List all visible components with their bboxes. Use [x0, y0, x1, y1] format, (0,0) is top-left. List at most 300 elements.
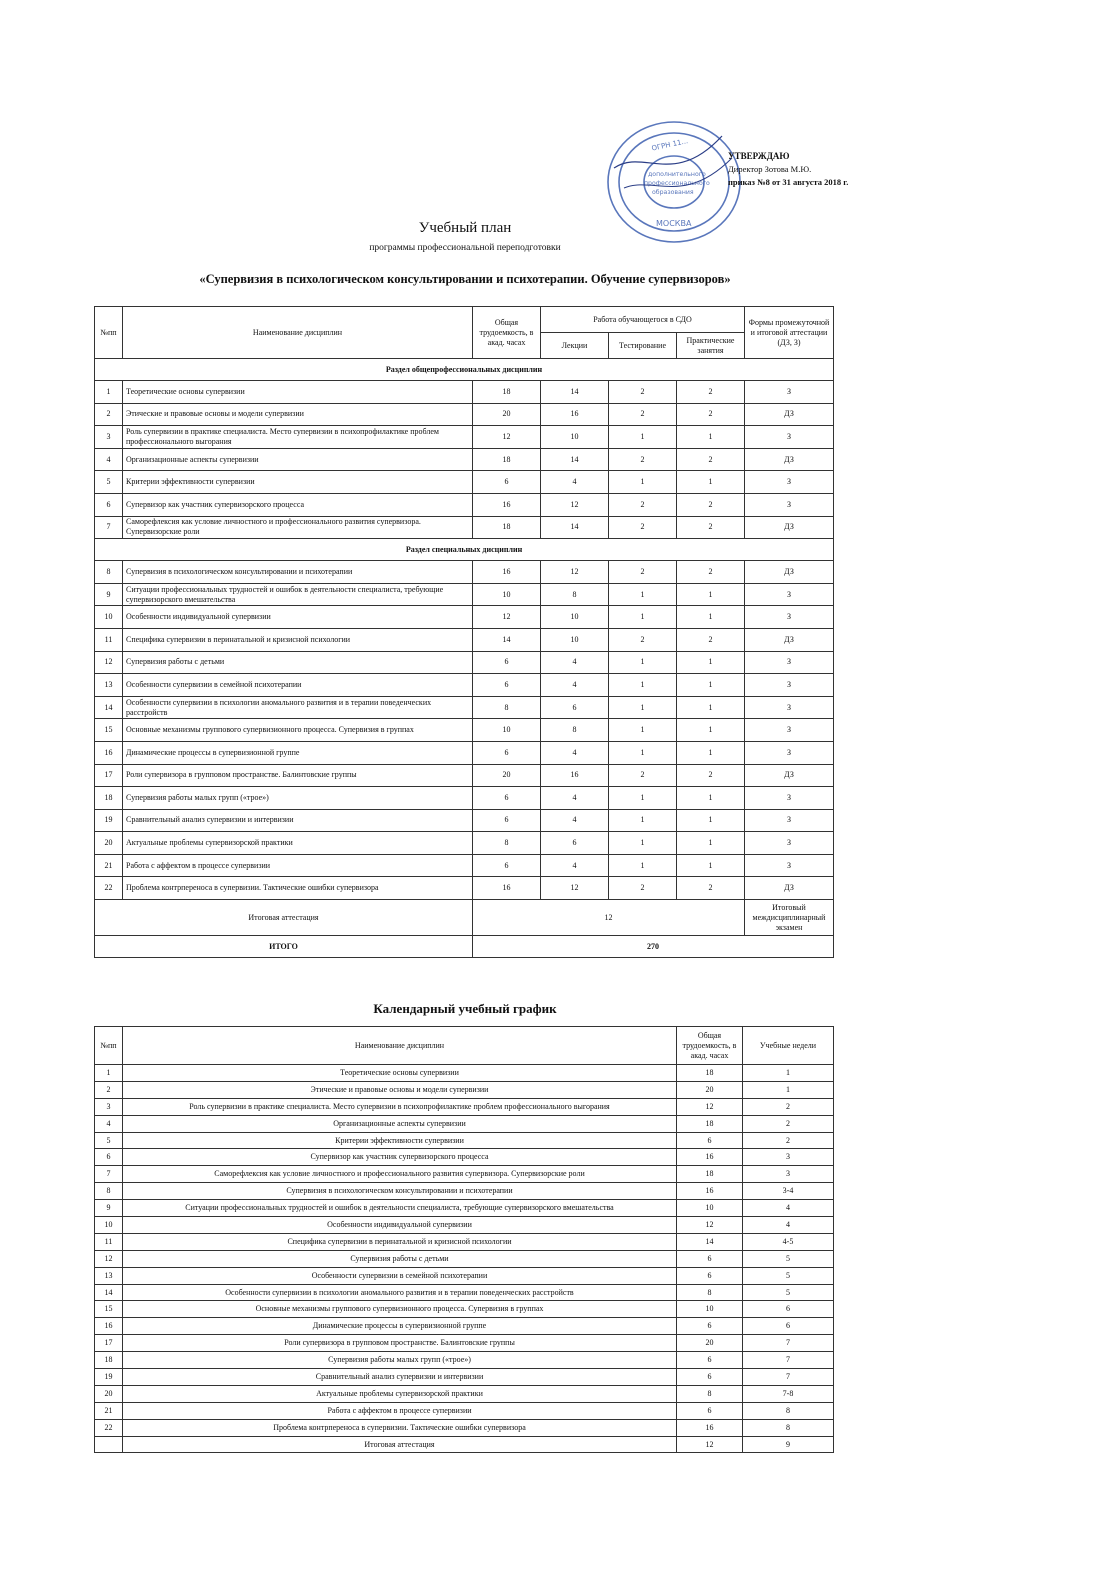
- table-row: [95, 832, 834, 855]
- cal-row-total-hours: 12: [677, 1436, 743, 1453]
- cal-row-total-hours: 16: [677, 1419, 743, 1436]
- table-row: [95, 719, 834, 742]
- cal-row-num: 16: [95, 1318, 123, 1335]
- cal-row-total-hours: 16: [677, 1183, 743, 1200]
- table-row: [95, 1419, 834, 1436]
- row-practice: 2: [677, 403, 745, 426]
- table-row: [95, 696, 834, 719]
- row-lectures: 12: [541, 877, 609, 900]
- approval-block: [728, 150, 848, 189]
- row-discipline-name: Этические и правовые основы и модели супервизии: [123, 403, 473, 426]
- row-discipline-name: Саморефлексия как условие личностного и профессионального развития супервизора. Супервизорские роли: [123, 516, 473, 539]
- cal-row-weeks: 7: [743, 1369, 834, 1386]
- table-row: [95, 764, 834, 787]
- row-total-hours: 6: [473, 674, 541, 697]
- cal-row-weeks: 4-5: [743, 1233, 834, 1250]
- row-lectures: 4: [541, 854, 609, 877]
- row-attestation-form: ДЗ: [745, 516, 834, 539]
- row-practice: 1: [677, 606, 745, 629]
- row-attestation-form: ДЗ: [745, 561, 834, 584]
- table-row: [95, 1267, 834, 1284]
- cal-row-discipline-name: Проблема контрпереноса в супервизии. Тактические ошибки супервизора: [123, 1419, 677, 1436]
- cal-row-discipline-name: Работа с аффектом в процессе супервизии: [123, 1402, 677, 1419]
- table-row: [95, 741, 834, 764]
- cal-row-num: 7: [95, 1166, 123, 1183]
- cal-row-num: 22: [95, 1419, 123, 1436]
- cal-row-weeks: 7: [743, 1352, 834, 1369]
- row-lectures: 6: [541, 696, 609, 719]
- table-row: [95, 1217, 834, 1234]
- plan-section2-rows: [95, 561, 834, 900]
- row-attestation-form: ДЗ: [745, 448, 834, 471]
- row-testing: 1: [609, 426, 677, 449]
- svg-text:дополнительного: дополнительного: [648, 171, 706, 178]
- row-num: 3: [95, 426, 123, 449]
- row-attestation-form: З: [745, 719, 834, 742]
- table-row: [95, 1132, 834, 1149]
- cal-row-weeks: 2: [743, 1132, 834, 1149]
- cal-row-weeks: 7-8: [743, 1385, 834, 1402]
- cal-row-total-hours: 6: [677, 1318, 743, 1335]
- row-practice: 2: [677, 877, 745, 900]
- table-row: [95, 1233, 834, 1250]
- row-discipline-name: Ситуации профессиональных трудностей и ошибок в деятельности специалиста, требующие супервизорского вмешательства: [123, 583, 473, 606]
- cal-header-num: №пп: [95, 1027, 123, 1065]
- document-title: Учебный план: [418, 220, 512, 236]
- row-practice: 2: [677, 516, 745, 539]
- row-num: 13: [95, 674, 123, 697]
- row-practice: 1: [677, 854, 745, 877]
- row-attestation-form: ДЗ: [745, 628, 834, 651]
- cal-row-discipline-name: Теоретические основы супервизии: [123, 1065, 677, 1082]
- row-total-hours: 18: [473, 448, 541, 471]
- row-discipline-name: Супервизор как участник супервизорского процесса: [123, 493, 473, 516]
- plan-section1-rows: [95, 381, 834, 539]
- row-total-hours: 16: [473, 877, 541, 900]
- row-testing: 1: [609, 741, 677, 764]
- svg-text:образования: образования: [652, 189, 694, 196]
- row-discipline-name: Супервизия работы с детьми: [123, 651, 473, 674]
- table-row: [95, 1250, 834, 1267]
- row-lectures: 10: [541, 628, 609, 651]
- cal-row-num: 10: [95, 1217, 123, 1234]
- cal-row-num: 1: [95, 1065, 123, 1082]
- row-testing: 2: [609, 877, 677, 900]
- cal-row-weeks: 9: [743, 1436, 834, 1453]
- total-hours: 270: [473, 936, 834, 958]
- cal-row-discipline-name: Динамические процессы в супервизионной группе: [123, 1318, 677, 1335]
- section-special: Раздел специальных дисциплин: [95, 539, 834, 561]
- cal-row-num: [95, 1436, 123, 1453]
- cal-row-discipline-name: Супервизия работы с детьми: [123, 1250, 677, 1267]
- table-row: [95, 1200, 834, 1217]
- header-lectures: Лекции: [541, 333, 609, 359]
- table-row: [95, 651, 834, 674]
- cal-row-weeks: 4: [743, 1217, 834, 1234]
- row-attestation-form: З: [745, 651, 834, 674]
- table-row: [95, 1318, 834, 1335]
- cal-row-total-hours: 12: [677, 1098, 743, 1115]
- table-row: [95, 561, 834, 584]
- row-testing: 2: [609, 448, 677, 471]
- cal-row-num: 2: [95, 1081, 123, 1098]
- cal-row-num: 19: [95, 1369, 123, 1386]
- cal-row-discipline-name: Особенности индивидуальной супервизии: [123, 1217, 677, 1234]
- row-discipline-name: Особенности индивидуальной супервизии: [123, 606, 473, 629]
- cal-header-name: Наименование дисциплин: [123, 1027, 677, 1065]
- table-row: [95, 1284, 834, 1301]
- row-practice: 1: [677, 832, 745, 855]
- row-discipline-name: Роли супервизора в групповом пространстве. Балинтовские группы: [123, 764, 473, 787]
- row-num: 11: [95, 628, 123, 651]
- table-row: [95, 606, 834, 629]
- cal-row-weeks: 7: [743, 1335, 834, 1352]
- calendar-title: Календарный учебный график: [373, 1001, 557, 1016]
- row-attestation-form: З: [745, 809, 834, 832]
- row-discipline-name: Особенности супервизии в семейной психотерапии: [123, 674, 473, 697]
- cal-row-total-hours: 6: [677, 1402, 743, 1419]
- row-attestation-form: З: [745, 787, 834, 810]
- row-discipline-name: Организационные аспекты супервизии: [123, 448, 473, 471]
- calendar-table: [94, 1026, 834, 1453]
- cal-row-discipline-name: Этические и правовые основы и модели супервизии: [123, 1081, 677, 1098]
- cal-row-discipline-name: Критерии эффективности супервизии: [123, 1132, 677, 1149]
- cal-row-num: 12: [95, 1250, 123, 1267]
- row-testing: 1: [609, 719, 677, 742]
- row-testing: 1: [609, 696, 677, 719]
- row-total-hours: 6: [473, 787, 541, 810]
- row-total-hours: 6: [473, 809, 541, 832]
- row-lectures: 4: [541, 471, 609, 494]
- final-label: Итоговая аттестация: [95, 900, 473, 936]
- table-row: [95, 1081, 834, 1098]
- cal-row-discipline-name: Супервизор как участник супервизорского процесса: [123, 1149, 677, 1166]
- row-discipline-name: Супервизия работы малых групп («трое»): [123, 787, 473, 810]
- header-total: Общая трудоемкость, в акад. часах: [473, 307, 541, 359]
- row-total-hours: 6: [473, 651, 541, 674]
- cal-row-weeks: 4: [743, 1200, 834, 1217]
- cal-row-num: 3: [95, 1098, 123, 1115]
- cal-row-num: 20: [95, 1385, 123, 1402]
- row-total-hours: 8: [473, 696, 541, 719]
- row-total-hours: 18: [473, 516, 541, 539]
- approval-director: Директор Зотова М.Ю.: [728, 164, 812, 174]
- row-lectures: 14: [541, 516, 609, 539]
- row-testing: 1: [609, 854, 677, 877]
- table-row: [95, 471, 834, 494]
- final-hours: 12: [473, 900, 745, 936]
- cal-row-num: 8: [95, 1183, 123, 1200]
- row-testing: 1: [609, 832, 677, 855]
- cal-row-total-hours: 6: [677, 1352, 743, 1369]
- row-attestation-form: З: [745, 674, 834, 697]
- cal-row-num: 6: [95, 1149, 123, 1166]
- row-num: 19: [95, 809, 123, 832]
- section-general: Раздел общепрофессиональных дисциплин: [95, 359, 834, 381]
- row-attestation-form: З: [745, 696, 834, 719]
- row-lectures: 10: [541, 606, 609, 629]
- cal-row-total-hours: 20: [677, 1081, 743, 1098]
- row-total-hours: 16: [473, 493, 541, 516]
- cal-row-weeks: 3-4: [743, 1183, 834, 1200]
- row-testing: 1: [609, 674, 677, 697]
- cal-row-discipline-name: Сравнительный анализ супервизии и интервизии: [123, 1369, 677, 1386]
- header-work: Работа обучающегося в СДО: [541, 307, 745, 333]
- cal-row-weeks: 8: [743, 1402, 834, 1419]
- row-discipline-name: Теоретические основы супервизии: [123, 381, 473, 404]
- cal-row-weeks: 5: [743, 1267, 834, 1284]
- cal-row-num: 21: [95, 1402, 123, 1419]
- row-num: 2: [95, 403, 123, 426]
- cal-row-discipline-name: Особенности супервизии в семейной психотерапии: [123, 1267, 677, 1284]
- row-lectures: 4: [541, 651, 609, 674]
- row-testing: 2: [609, 403, 677, 426]
- row-discipline-name: Работа с аффектом в процессе супервизии: [123, 854, 473, 877]
- row-attestation-form: З: [745, 606, 834, 629]
- row-practice: 1: [677, 809, 745, 832]
- row-practice: 2: [677, 381, 745, 404]
- row-discipline-name: Актуальные проблемы супервизорской практики: [123, 832, 473, 855]
- row-total-hours: 20: [473, 403, 541, 426]
- row-discipline-name: Роль супервизии в практике специалиста. Место супервизии в психопрофилактике проблем профессионального выгорания: [123, 426, 473, 449]
- row-attestation-form: З: [745, 854, 834, 877]
- row-attestation-form: З: [745, 426, 834, 449]
- table-row: [95, 1166, 834, 1183]
- row-total-hours: 16: [473, 561, 541, 584]
- curriculum-table: [94, 306, 834, 958]
- svg-text:ОГРН 11...: ОГРН 11...: [650, 137, 689, 153]
- row-testing: 1: [609, 471, 677, 494]
- row-num: 15: [95, 719, 123, 742]
- row-practice: 2: [677, 448, 745, 471]
- table-row: [95, 628, 834, 651]
- row-lectures: 4: [541, 787, 609, 810]
- row-num: 12: [95, 651, 123, 674]
- row-practice: 2: [677, 764, 745, 787]
- row-practice: 2: [677, 561, 745, 584]
- cal-row-total-hours: 6: [677, 1250, 743, 1267]
- cal-row-weeks: 8: [743, 1419, 834, 1436]
- table-row: [95, 1385, 834, 1402]
- row-testing: 1: [609, 787, 677, 810]
- row-num: 18: [95, 787, 123, 810]
- final-form: Итоговый междисциплинарный экзамен: [745, 900, 834, 936]
- row-practice: 1: [677, 741, 745, 764]
- cal-row-num: 13: [95, 1267, 123, 1284]
- row-num: 4: [95, 448, 123, 471]
- row-total-hours: 12: [473, 606, 541, 629]
- row-total-hours: 6: [473, 471, 541, 494]
- row-num: 7: [95, 516, 123, 539]
- header-practice: Практические занятия: [677, 333, 745, 359]
- row-practice: 1: [677, 719, 745, 742]
- cal-row-num: 11: [95, 1233, 123, 1250]
- table-row: [95, 583, 834, 606]
- row-lectures: 12: [541, 561, 609, 584]
- table-row: [95, 1369, 834, 1386]
- total-label: ИТОГО: [95, 936, 473, 958]
- row-attestation-form: З: [745, 741, 834, 764]
- row-attestation-form: З: [745, 493, 834, 516]
- svg-text:профессионального: профессионального: [644, 180, 710, 187]
- row-total-hours: 10: [473, 583, 541, 606]
- cal-row-num: 9: [95, 1200, 123, 1217]
- cal-row-total-hours: 10: [677, 1200, 743, 1217]
- header-forms: Формы промежуточной и итоговой аттестации (ДЗ, З): [745, 307, 834, 359]
- row-testing: 1: [609, 651, 677, 674]
- row-total-hours: 20: [473, 764, 541, 787]
- row-testing: 1: [609, 606, 677, 629]
- cal-row-discipline-name: Специфика супервизии в перинатальной и кризисной психологии: [123, 1233, 677, 1250]
- row-total-hours: 18: [473, 381, 541, 404]
- row-num: 6: [95, 493, 123, 516]
- table-row: [95, 1352, 834, 1369]
- cal-row-total-hours: 8: [677, 1385, 743, 1402]
- header-num: №пп: [95, 307, 123, 359]
- row-num: 9: [95, 583, 123, 606]
- row-num: 8: [95, 561, 123, 584]
- row-attestation-form: З: [745, 471, 834, 494]
- row-total-hours: 6: [473, 854, 541, 877]
- table-row: [95, 448, 834, 471]
- cal-row-total-hours: 18: [677, 1065, 743, 1082]
- document-subtitle: программы профессиональной переподготовки: [369, 243, 561, 253]
- calendar-rows: [95, 1065, 834, 1453]
- row-practice: 1: [677, 787, 745, 810]
- cal-row-weeks: 1: [743, 1081, 834, 1098]
- row-num: 10: [95, 606, 123, 629]
- table-row: [95, 787, 834, 810]
- row-num: 22: [95, 877, 123, 900]
- cal-row-num: 15: [95, 1301, 123, 1318]
- cal-row-discipline-name: Особенности супервизии в психологии аномального развития и в терапии поведенческих расстройств: [123, 1284, 677, 1301]
- row-discipline-name: Динамические процессы в супервизионной группе: [123, 741, 473, 764]
- row-lectures: 4: [541, 741, 609, 764]
- row-lectures: 8: [541, 583, 609, 606]
- cal-row-num: 17: [95, 1335, 123, 1352]
- cal-row-total-hours: 12: [677, 1217, 743, 1234]
- table-row: [95, 381, 834, 404]
- row-testing: 2: [609, 381, 677, 404]
- cal-row-total-hours: 18: [677, 1115, 743, 1132]
- cal-row-discipline-name: Ситуации профессиональных трудностей и ошибок в деятельности специалиста, требующие супервизорского вмешательства: [123, 1200, 677, 1217]
- row-num: 1: [95, 381, 123, 404]
- cal-row-discipline-name: Основные механизмы группового супервизионного процесса. Супервизия в группах: [123, 1301, 677, 1318]
- table-row: [95, 809, 834, 832]
- cal-row-total-hours: 16: [677, 1149, 743, 1166]
- cal-row-weeks: 2: [743, 1098, 834, 1115]
- cal-row-total-hours: 18: [677, 1166, 743, 1183]
- row-testing: 2: [609, 516, 677, 539]
- row-num: 16: [95, 741, 123, 764]
- row-practice: 1: [677, 471, 745, 494]
- row-testing: 2: [609, 493, 677, 516]
- row-lectures: 16: [541, 764, 609, 787]
- row-total-hours: 14: [473, 628, 541, 651]
- row-attestation-form: ДЗ: [745, 764, 834, 787]
- row-discipline-name: Супервизия в психологическом консультировании и психотерапии: [123, 561, 473, 584]
- table-row: [95, 1436, 834, 1453]
- row-attestation-form: З: [745, 583, 834, 606]
- table-row: [95, 516, 834, 539]
- row-attestation-form: З: [745, 381, 834, 404]
- approval-heading: УТВЕРЖДАЮ: [728, 151, 790, 161]
- table-row: [95, 403, 834, 426]
- header-testing: Тестирование: [609, 333, 677, 359]
- cal-row-discipline-name: Супервизия в психологическом консультировании и психотерапии: [123, 1183, 677, 1200]
- cal-row-weeks: 3: [743, 1166, 834, 1183]
- row-testing: 1: [609, 809, 677, 832]
- row-discipline-name: Критерии эффективности супервизии: [123, 471, 473, 494]
- row-attestation-form: З: [745, 832, 834, 855]
- cal-row-total-hours: 6: [677, 1267, 743, 1284]
- row-practice: 1: [677, 426, 745, 449]
- row-discipline-name: Особенности супервизии в психологии аномального развития и в терапии поведенческих расстройств: [123, 696, 473, 719]
- row-testing: 2: [609, 764, 677, 787]
- svg-text:МОСКВА: МОСКВА: [656, 219, 692, 228]
- cal-row-total-hours: 6: [677, 1132, 743, 1149]
- row-num: 17: [95, 764, 123, 787]
- row-lectures: 6: [541, 832, 609, 855]
- row-testing: 1: [609, 583, 677, 606]
- cal-row-discipline-name: Итоговая аттестация: [123, 1436, 677, 1453]
- cal-row-total-hours: 6: [677, 1369, 743, 1386]
- cal-row-weeks: 5: [743, 1250, 834, 1267]
- program-title: «Супервизия в психологическом консультировании и психотерапии. Обучение супервизоров»: [199, 272, 731, 286]
- cal-row-weeks: 3: [743, 1149, 834, 1166]
- cal-row-total-hours: 10: [677, 1301, 743, 1318]
- cal-header-weeks: Учебные недели: [743, 1027, 834, 1065]
- table-row: [95, 1183, 834, 1200]
- cal-row-discipline-name: Саморефлексия как условие личностного и профессионального развития супервизора. Супервизорские роли: [123, 1166, 677, 1183]
- row-num: 5: [95, 471, 123, 494]
- cal-row-discipline-name: Роли супервизора в групповом пространстве. Балинтовские группы: [123, 1335, 677, 1352]
- cal-row-num: 14: [95, 1284, 123, 1301]
- row-practice: 2: [677, 493, 745, 516]
- cal-row-num: 5: [95, 1132, 123, 1149]
- cal-row-num: 4: [95, 1115, 123, 1132]
- approval-order: приказ №8 от 31 августа 2018 г.: [728, 177, 849, 187]
- row-practice: 1: [677, 674, 745, 697]
- row-lectures: 10: [541, 426, 609, 449]
- row-total-hours: 8: [473, 832, 541, 855]
- cal-row-weeks: 1: [743, 1065, 834, 1082]
- table-row: [95, 1402, 834, 1419]
- header-name: Наименование дисциплин: [123, 307, 473, 359]
- cal-row-num: 18: [95, 1352, 123, 1369]
- row-practice: 1: [677, 651, 745, 674]
- row-attestation-form: ДЗ: [745, 877, 834, 900]
- table-row: [95, 1065, 834, 1082]
- table-row: [95, 674, 834, 697]
- cal-row-total-hours: 8: [677, 1284, 743, 1301]
- table-row: [95, 1098, 834, 1115]
- table-row: [95, 493, 834, 516]
- cal-row-weeks: 6: [743, 1318, 834, 1335]
- row-practice: 1: [677, 696, 745, 719]
- row-lectures: 14: [541, 381, 609, 404]
- row-discipline-name: Основные механизмы группового супервизионного процесса. Супервизия в группах: [123, 719, 473, 742]
- table-row: [95, 1149, 834, 1166]
- row-discipline-name: Сравнительный анализ супервизии и интервизии: [123, 809, 473, 832]
- row-lectures: 4: [541, 809, 609, 832]
- table-row: [95, 877, 834, 900]
- cal-row-discipline-name: Роль супервизии в практике специалиста. Место супервизии в психопрофилактике проблем профессионального выгорания: [123, 1098, 677, 1115]
- row-lectures: 12: [541, 493, 609, 516]
- cal-row-weeks: 2: [743, 1115, 834, 1132]
- row-practice: 2: [677, 628, 745, 651]
- cal-row-total-hours: 14: [677, 1233, 743, 1250]
